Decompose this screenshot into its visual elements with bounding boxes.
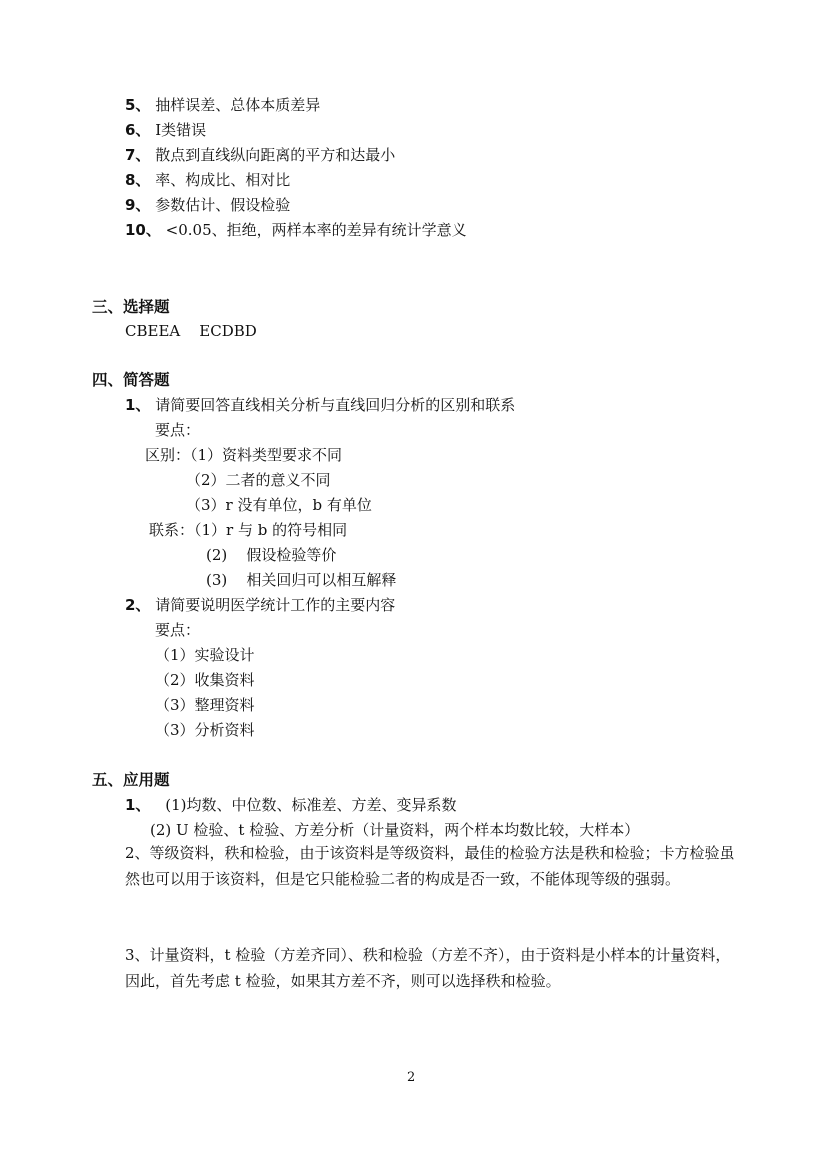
- section-5-heading: 五、应用题: [92, 771, 170, 789]
- section-3-heading: 三、选择题: [92, 298, 170, 316]
- answer-item-10: 10、 <0.05、拒绝，两样本率的差异有统计学意义: [125, 221, 467, 239]
- q1-connection-3: (3) 相关回归可以相互解释: [206, 571, 397, 589]
- q2-item-4: （3）分析资料: [155, 721, 255, 739]
- q1-connection-2: (2) 假设检验等价: [206, 546, 337, 564]
- short-answer-q1: 1、 请简要回答直线相关分析与直线回归分析的区别和联系: [125, 396, 516, 414]
- q1-points-label: 要点：: [155, 421, 201, 439]
- answer-item-5: 5、 抽样误差、总体本质差异: [125, 96, 321, 114]
- q2-points-label: 要点：: [155, 621, 201, 639]
- answer-item-8: 8、 率、构成比、相对比: [125, 171, 291, 189]
- application-q2: 2、等级资料，秩和检验，由于该资料是等级资料，最佳的检验方法是秩和检验；卡方检验虽然也可以用于该资料，但是它只能检验二者的构成是否一致，不能体现等级的强弱。: [125, 844, 735, 888]
- q1-difference-2: （2）二者的意义不同: [186, 471, 331, 489]
- q2-item-3: （3）整理资料: [155, 696, 255, 714]
- q1-difference-1: 区别：（1）资料类型要求不同: [145, 446, 343, 464]
- answer-item-9: 9、 参数估计、假设检验: [125, 196, 291, 214]
- short-answer-q2: 2、 请简要说明医学统计工作的主要内容: [125, 596, 396, 614]
- application-q3: 3、计量资料，t 检验（方差齐同）、秩和检验（方差不齐），由于资料是小样本的计量资料，因此，首先考虑 t 检验，如果其方差不齐，则可以选择秩和检验。: [125, 946, 731, 990]
- choice-answers: CBEEA ECDBD: [125, 322, 257, 340]
- q2-item-2: （2）收集资料: [155, 671, 255, 689]
- page-number: 2: [407, 1070, 416, 1085]
- application-q1-line1: 1、 (1)均数、中位数、标准差、方差、变异系数: [125, 796, 457, 814]
- answer-item-6: 6、 Ⅰ类错误: [125, 121, 207, 139]
- q1-difference-3: （3）r 没有单位，b 有单位: [186, 496, 372, 514]
- section-4-heading: 四、简答题: [92, 371, 170, 389]
- q1-connection-1: 联系：（1）r 与 b 的符号相同: [149, 521, 348, 539]
- answer-item-7: 7、 散点到直线纵向距离的平方和达最小: [125, 146, 396, 164]
- application-q1-line2: (2) U 检验、t 检验、方差分析（计量资料，两个样本均数比较，大样本）: [150, 821, 640, 839]
- q2-item-1: （1）实验设计: [155, 646, 255, 664]
